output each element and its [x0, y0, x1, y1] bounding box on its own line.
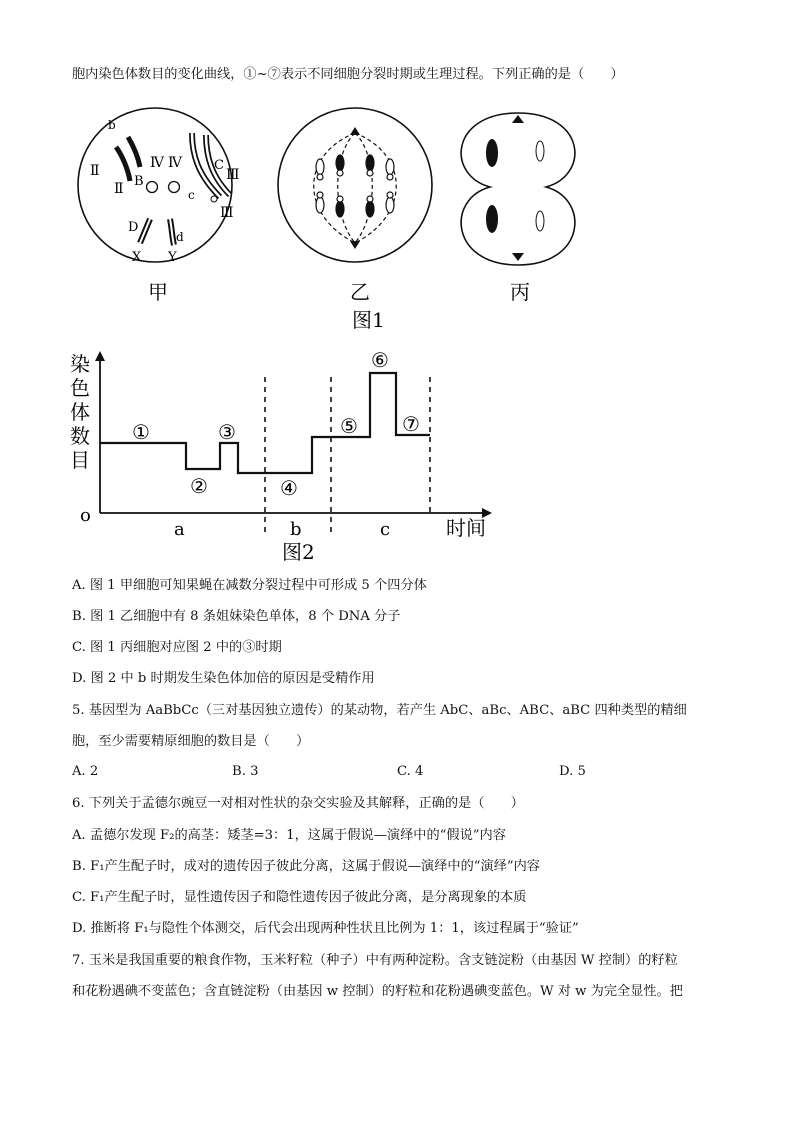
q6-option-d: D. 推断将 F₁与隐性个体测交，后代会出现两种性状且比例为 1：1，该过程属于“验证”: [72, 921, 579, 936]
q7-line2: 和花粉遇碘不变蓝色；含直链淀粉（由基因 w 控制）的籽粒和花粉遇碘变蓝色。W 对 w 为完全显性。把: [72, 984, 683, 999]
label-X: X: [132, 250, 142, 265]
ylabel-4: 数: [70, 424, 90, 448]
q4-option-b: B. 图 1 乙细胞中有 8 条姐妹染色单体，8 个 DNA 分子: [72, 609, 401, 624]
marker-6: ⑥: [371, 348, 389, 372]
origin-label: o: [80, 505, 91, 526]
label-d: d: [176, 230, 184, 244]
label-C: C: [214, 158, 224, 173]
q4-option-c: C. 图 1 丙细胞对应图 2 中的③时期: [72, 640, 282, 655]
marker-1: ①: [132, 420, 150, 444]
marker-7: ⑦: [402, 412, 420, 436]
label-IV-b: Ⅳ: [168, 155, 182, 171]
ylabel-1: 染: [70, 352, 90, 376]
figure2-caption: 图2: [282, 540, 315, 564]
ylabel-3: 体: [70, 400, 90, 424]
label-III-b: Ⅲ: [220, 205, 234, 221]
q4-option-a: A. 图 1 甲细胞可知果蝇在减数分裂过程中可形成 5 个四分体: [72, 578, 427, 593]
marker-2: ②: [190, 474, 208, 498]
label-II-b: Ⅱ: [114, 181, 124, 197]
marker-4: ④: [280, 476, 298, 500]
phase-a: a: [174, 519, 185, 540]
q5-option-d: D. 5: [559, 764, 586, 779]
cell-yi: [278, 108, 432, 262]
q5-option-a: A. 2: [72, 764, 99, 779]
label-b: b: [108, 118, 116, 132]
label-B: B: [134, 174, 144, 189]
q4-option-d: D. 图 2 中 b 时期发生染色体加倍的原因是受精作用: [72, 671, 375, 686]
q5-option-b: B. 3: [232, 764, 259, 779]
figure-2: [64, 345, 504, 565]
q6-stem: 6. 下列关于孟德尔豌豆一对相对性状的杂交实验及其解释，正确的是（ ）: [72, 796, 524, 811]
figure-1: [70, 95, 590, 335]
intro-text: 胞内染色体数目的变化曲线，①~⑦表示不同细胞分裂时期或生理过程。下列正确的是（ ）: [72, 67, 624, 82]
ylabel-5: 目: [70, 448, 90, 472]
q6-option-c: C. F₁产生配子时，显性遗传因子和隐性遗传因子彼此分离，是分离现象的本质: [72, 890, 527, 905]
label-II-a: Ⅱ: [90, 163, 100, 179]
figure1-caption: 图1: [352, 308, 385, 332]
label-IV-a: Ⅳ: [150, 155, 164, 171]
label-D: D: [128, 220, 139, 235]
q5-stem-line1: 5. 基因型为 AaBbCc（三对基因独立遗传）的某动物，若产生 AbC、aBc、ABC、aBC 四种类型的精细: [72, 703, 687, 718]
xlabel: 时间: [446, 516, 486, 540]
cell-name-bing: 丙: [510, 280, 530, 304]
q5-option-c: C. 4: [397, 764, 424, 779]
cell-jia: [78, 108, 240, 265]
phase-b: b: [290, 519, 302, 540]
phase-c: c: [380, 519, 391, 540]
marker-5: ⑤: [340, 414, 358, 438]
label-c: c: [188, 188, 195, 202]
cell-name-jia: 甲: [148, 280, 168, 304]
label-Y: Y: [168, 250, 177, 265]
q7-line1: 7. 玉米是我国重要的粮食作物，玉米籽粒（种子）中有两种淀粉。含支链淀粉（由基因 W 控制）的籽粒: [72, 953, 678, 968]
q5-stem-line2: 胞，至少需要精原细胞的数目是（ ）: [72, 734, 310, 749]
q5-options: [72, 764, 732, 782]
q6-option-a: A. 孟德尔发现 F₂的高茎：矮茎=3：1，这属于假说—演绎中的“假说”内容: [72, 828, 506, 843]
q6-option-b: B. F₁产生配子时，成对的遗传因子彼此分离，这属于假说—演绎中的“演绎”内容: [72, 859, 540, 874]
ylabel-2: 色: [70, 376, 90, 400]
marker-3: ③: [218, 420, 236, 444]
cell-bing: [461, 113, 575, 265]
cell-name-yi: 乙: [350, 280, 370, 304]
label-III-a: Ⅲ: [226, 167, 240, 183]
